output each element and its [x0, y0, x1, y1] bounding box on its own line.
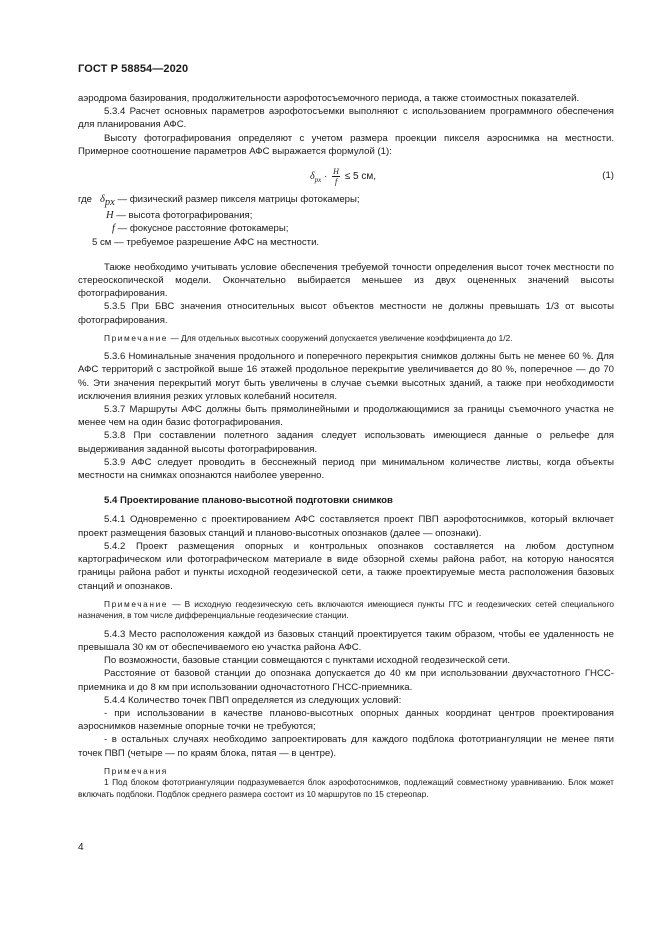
formula-dot: · [324, 171, 328, 183]
formula-rhs: ≤ 5 см, [344, 171, 376, 183]
page-number: 4 [78, 842, 84, 853]
where-symbol-delta-sub: px [104, 196, 115, 208]
where-symbol-f: f [112, 223, 115, 235]
formula-delta: δ [310, 171, 315, 183]
where-item-h [78, 209, 614, 222]
paragraph-possible: По возможности, базовые станции совмещаются с пунктами исходной геодезической сети. [104, 655, 511, 667]
formula-fraction [332, 167, 340, 186]
paragraph-5-4-3: 5.4.3 Место расположения каждой из базовых станций проектируется таким образом, чтобы ее удаленность не превышала 30 км от обеспечиваемого ею участка района АФС. [78, 628, 614, 653]
paragraph-5-3-7: 5.3.7 Маршруты АФС должны быть прямолинейными и продолжающимися за границы съемочного участка не менее чем на один базис фотографирования. [78, 404, 614, 429]
where-text-f: — фокусное расстояние фотокамеры; [117, 223, 289, 235]
note-1 [78, 333, 614, 345]
paragraph-5-4-2: 5.4.2 Проект размещения опорных и контрольных опознаков составляется на любом доступном картографическом или фотографическом материале в виде обзорной схемы района работ, на которую наносятся границы района работ и пункты исходной геодезической сети, а также проектируемые места расположения базовых станций и опознаков. [78, 540, 614, 592]
paragraph-5-3-6: 5.3.6 Номинальные значения продольного и поперечного перекрытия снимков должны быть не менее 60 %. Для АФС территорий с застройкой выше 16 этажей продольное перекрытие увеличивается до 80 %, поперечное — до 70 %. Эти значения перекрытий могут быть увеличены в случае съемки высотных зданий, а также при необходимости исключения влияния резких угловых колебаний носителя. [78, 351, 614, 402]
where-item-f [78, 222, 614, 235]
note-1-label: Примечание [104, 332, 169, 343]
formula-1 [78, 163, 614, 189]
paragraph-distance: Расстояние от базовой станции до опознака допускается до 40 км при использовании двухчастотного ГНСС-приемника и до 8 км при использовании одночастотного ГНСС-приемника. [78, 668, 614, 693]
formula-denominator: f [334, 177, 338, 187]
paragraph-height: Высоту фотографирования определяют с учетом размера проекции пикселя аэроснимка на местности. Примерное соотношение параметров АФС выражается формулой (1): [78, 132, 614, 157]
paragraph-5-4-1: 5.4.1 Одновременно с проектированием АФС составляется проект ПВП аэрофотоснимков, который включает проект размещения базовых станций и планово-высотных опознаков (далее — опознаки). [78, 514, 614, 539]
note-2-label: Примечание [104, 598, 169, 609]
note-2 [78, 599, 614, 622]
formula-expression [310, 167, 376, 187]
page-content [78, 92, 614, 800]
where-text-5cm: — требуемое разрешение АФС на местности. [114, 236, 320, 248]
note-2-text: — В исходную геодезическую сеть включаются имеющиеся пункты ГГС и геодезических сетей специального назначения, в том числе дифференциальные геодезические станции. [78, 598, 614, 621]
paragraph-intro: аэродрома базирования, продолжительности аэрофотосъемочного периода, а также стоимостных показателей. [78, 93, 580, 104]
paragraph-5-4-4: 5.4.4 Количество точек ПВП определяется из следующих условий: [104, 694, 402, 706]
paragraph-5-3-5: 5.3.5 При БВС значения относительных высот объектов местности не должны превышать 1/3 от высоты фотографирования. [78, 301, 614, 326]
notes-label: Примечания [104, 765, 168, 776]
where-text-h: — высота фотографирования; [116, 210, 253, 222]
paragraph-5-3-8: 5.3.8 При составлении полетного задания следует использовать имеющиеся данные о рельефе для выдерживания заданной высоты фотографирования. [78, 430, 614, 455]
where-symbol-h: H [106, 210, 114, 222]
list-item-bullet-1: - при использовании в качестве планово-высотных опорных данных координат центров проектирования аэроснимков наземные опорные точки не требуются; [78, 707, 614, 733]
where-item-delta [78, 193, 614, 209]
section-heading-5-4: 5.4 Проектирование планово-высотной подготовки снимков [104, 495, 393, 507]
notes-item-1: 1 Под блоком фототриангуляции подразумевается блок аэрофотоснимков, подлежащий совместному уравниванию. Блок может включать подблоки. Подблок среднего размера состоит из 10 маршрутов по 15 стереопар. [78, 777, 614, 799]
where-item-5cm [78, 236, 614, 249]
formula-number: (1) [602, 170, 614, 182]
paragraph-5-3-9: 5.3.9 АФС следует проводить в бесснежный период при минимальном количестве листвы, когда объекты местности на снимках опознаются наиболее уверенно. [78, 456, 614, 482]
note-1-text: — Для отдельных высотных сооружений допускается увеличение коэффициента до 1/2. [170, 332, 513, 343]
formula-numerator: H [333, 167, 339, 177]
where-symbol-5cm: 5 см [92, 236, 112, 248]
formula-delta-sub: px [314, 176, 322, 185]
where-label: где [78, 194, 93, 206]
paragraph-5-3-4: 5.3.4 Расчет основных параметров аэрофотосъемки выполняют с использованием программного обеспечения для планирования АФС. [78, 106, 614, 131]
where-text-delta: — физический размер пикселя матрицы фотокамеры; [117, 194, 360, 206]
document-header: ГОСТ Р 58854—2020 [78, 63, 189, 75]
paragraph-also: Также необходимо учитывать условие обеспечения требуемой точности определения высот точек местности по стереоскопической модели. Окончательно выбирается меньшее из двух оцененных значений высоты фотографирования. [78, 261, 614, 300]
list-item-bullet-2: - в остальных случаях необходимо запроектировать для каждого подблока фототриангуляции не менее пяти точек ПВП (четыре — по краям блока, пятая — в центре). [78, 734, 614, 759]
where-symbol-delta: δ [100, 194, 105, 206]
